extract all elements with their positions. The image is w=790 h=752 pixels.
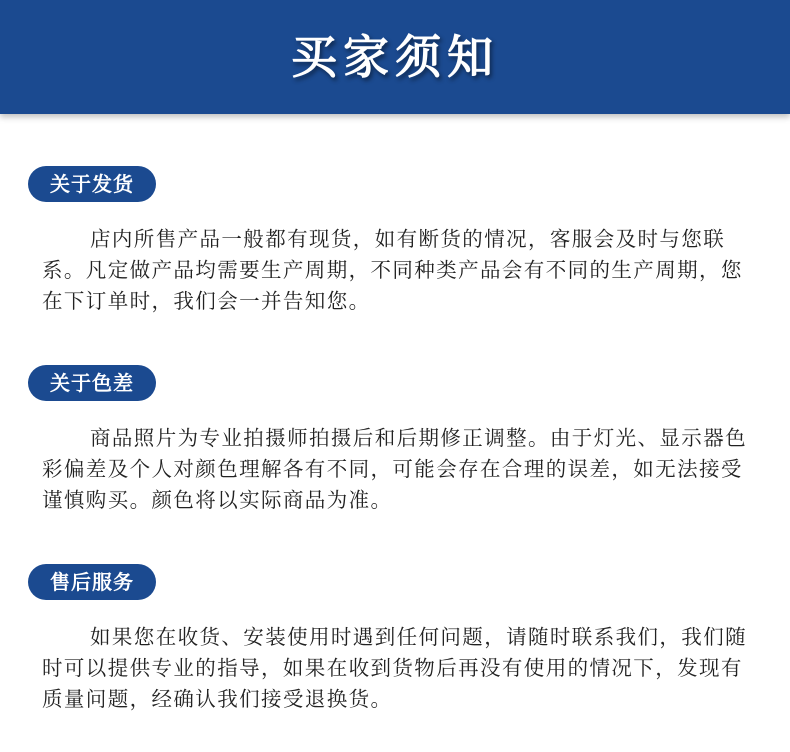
section-badge-color-difference: 关于色差 [28,365,156,401]
section-text-shipping: 店内所售产品一般都有现货，如有断货的情况，客服会及时与您联系。凡定做产品均需要生产周期，不同种类产品会有不同的生产周期，您在下订单时，我们会一并告知您。 [42,227,743,313]
section-badge-after-sales: 售后服务 [28,564,156,600]
section-text-color-difference: 商品照片为专业拍摄师拍摄后和后期修正调整。由于灯光、显示器色彩偏差及个人对颜色理解各有不同，可能会存在合理的误差，如无法接受谨慎购买。颜色将以实际商品为准。 [42,426,747,512]
page-title: 买家须知 [291,30,499,84]
section-badge-shipping: 关于发货 [28,166,156,202]
section-text-after-sales: 如果您在收货、安装使用时遇到任何问题，请随时联系我们，我们随时可以提供专业的指导，如果在收到货物后再没有使用的情况下，发现有质量问题，经确认我们接受退换货。 [42,625,747,711]
header-banner [0,0,790,114]
